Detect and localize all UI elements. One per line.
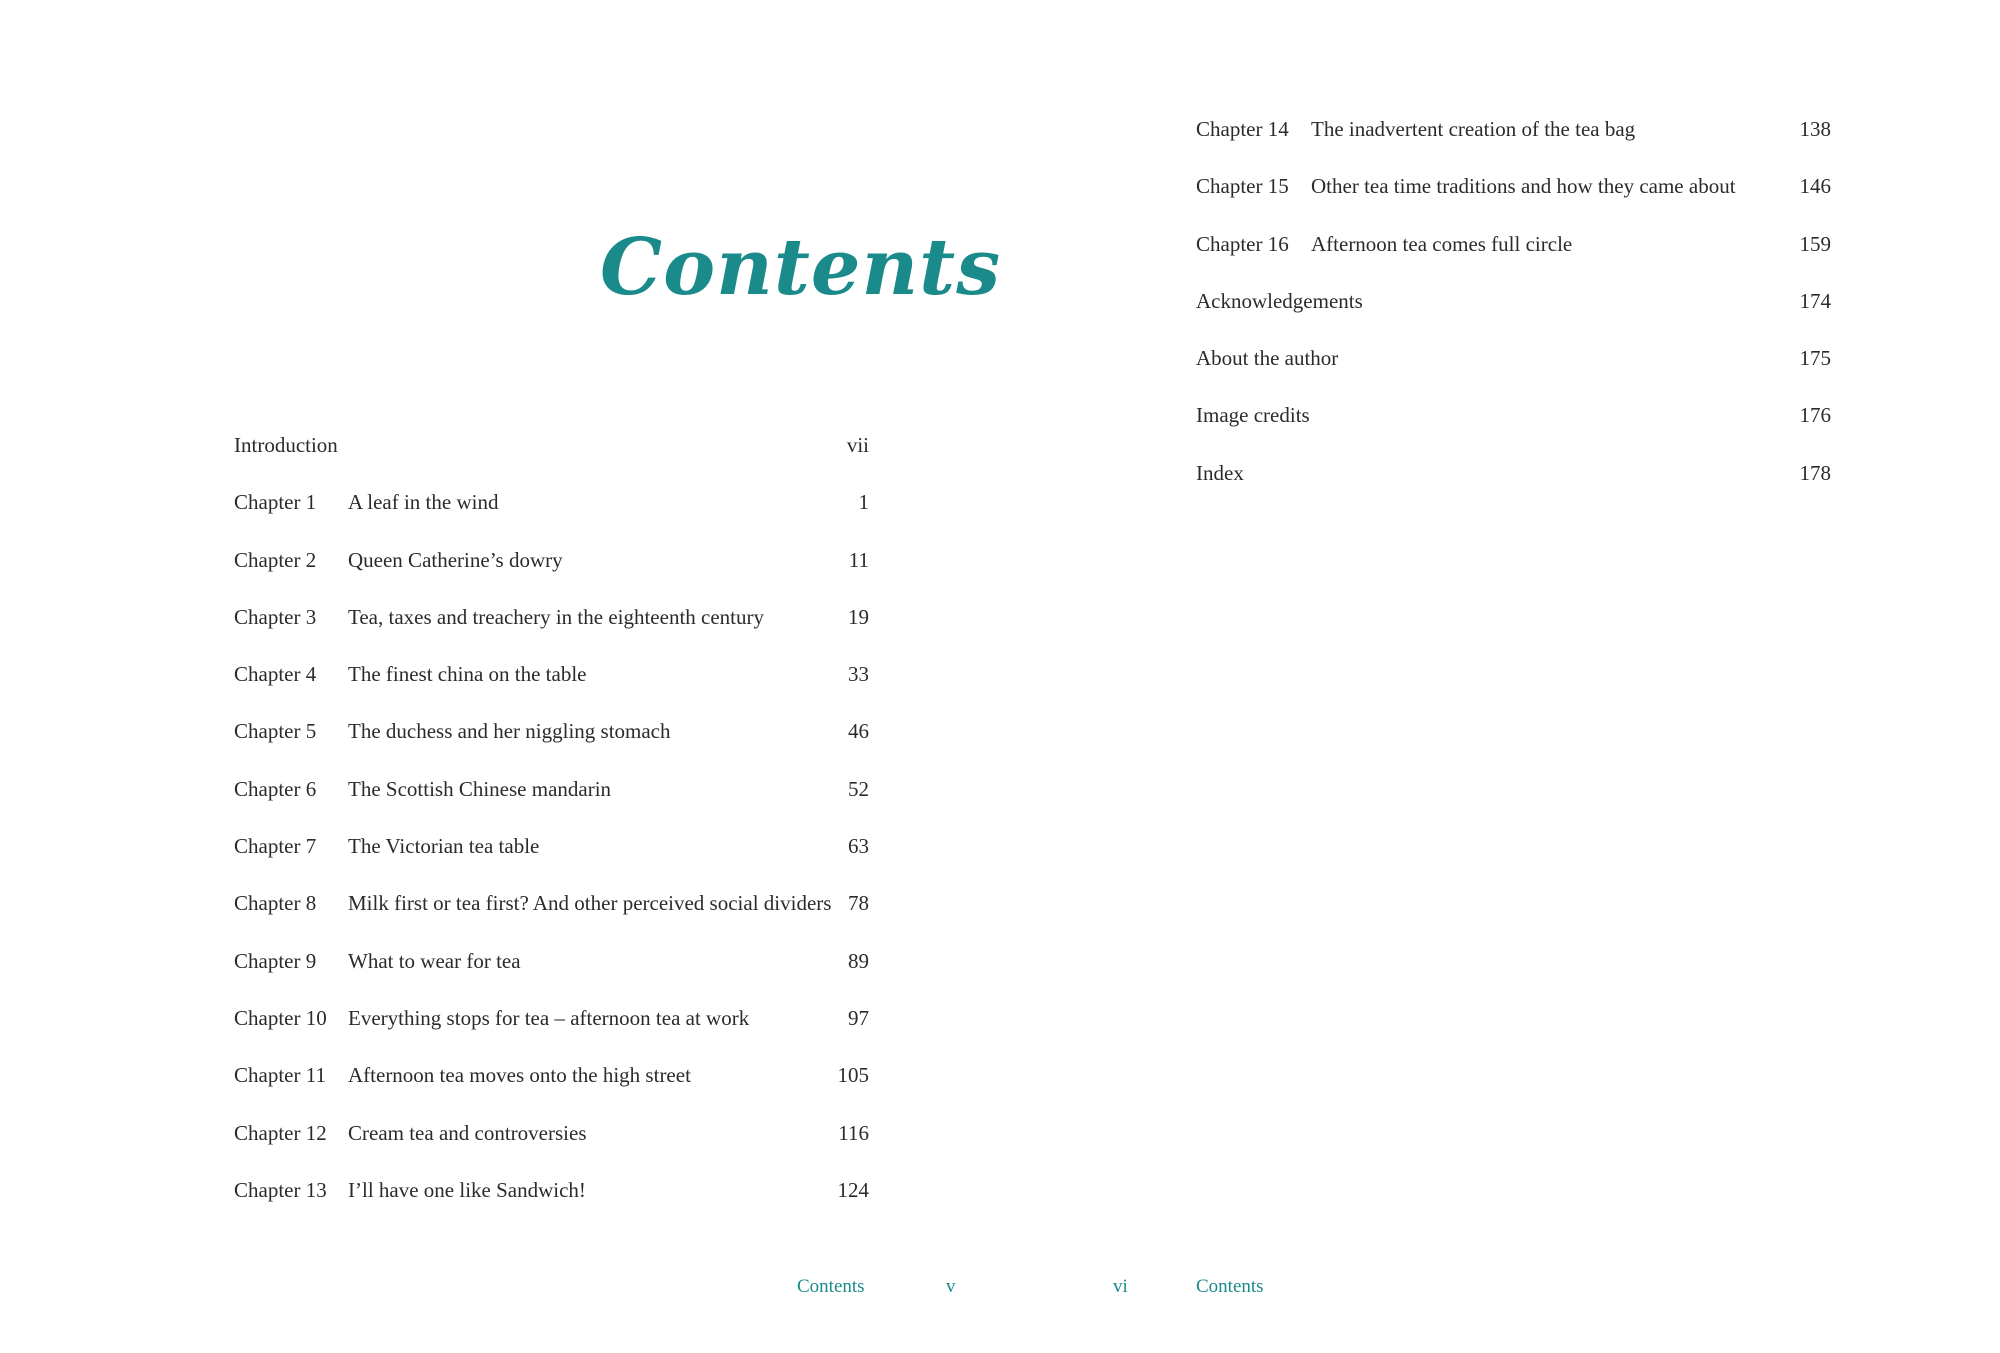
toc-entry-chapter-12[interactable] [234,1120,869,1177]
running-footer-label: Contents [797,1276,865,1297]
toc-entry-page: 176 [1799,403,1831,428]
toc-entry-page: 1 [858,490,869,515]
toc-entry-page: 178 [1799,460,1831,485]
toc-chapter-label: Chapter 11 [234,1063,326,1088]
toc-entry-title: Afternoon tea comes full circle [1311,231,1573,256]
toc-chapter-label: Chapter 1 [234,490,317,515]
toc-chapter-label: Chapter 7 [234,834,317,859]
toc-chapter-label: Chapter 10 [234,1005,327,1030]
toc-entry-page: 175 [1799,346,1831,371]
toc-entry-title: A leaf in the wind [348,490,499,515]
toc-entry-title: Introduction [234,433,338,457]
running-footer-label: Contents [1196,1276,1264,1297]
toc-entry-page: 146 [1799,174,1831,199]
toc-entry-title: The Scottish Chinese mandarin [348,776,612,801]
toc-entry-title: Cream tea and controversies [348,1120,587,1145]
toc-chapter-label: Chapter 3 [234,604,317,629]
toc-entry-acknowledgements[interactable] [1196,288,1831,345]
toc-chapter-label: Chapter 4 [234,662,317,687]
toc-chapter-label: Chapter 6 [234,776,317,801]
toc-list-left [234,432,869,1234]
toc-entry-chapter-1[interactable] [234,489,869,546]
toc-entry-title: Index [1196,460,1244,485]
toc-entry-page: 89 [848,948,869,973]
toc-entry-title: The inadvertent creation of the tea bag [1311,117,1636,141]
toc-chapter-label: Chapter 13 [234,1177,327,1202]
toc-entry-index[interactable] [1196,460,1831,517]
toc-chapter-label: Chapter 12 [234,1120,327,1145]
toc-entry-page: 116 [838,1120,869,1145]
toc-entry-title: Other tea time traditions and how they came about [1311,174,1736,199]
toc-entry-title: I’ll have one like Sandwich! [348,1177,586,1202]
toc-entry-page: 46 [848,719,869,744]
toc-entry-title: The finest china on the table [348,662,587,687]
toc-entry-image-credits[interactable] [1196,402,1831,459]
toc-chapter-label: Chapter 5 [234,719,317,744]
toc-entry-chapter-13[interactable] [234,1177,869,1234]
toc-chapter-label: Chapter 2 [234,547,317,572]
toc-entry-chapter-6[interactable] [234,776,869,833]
toc-entry-page: 97 [848,1005,869,1030]
toc-entry-chapter-11[interactable] [234,1062,869,1119]
toc-entry-title: Image credits [1196,403,1310,428]
toc-entry-title: Acknowledgements [1196,288,1363,313]
toc-entry-chapter-15[interactable] [1196,173,1831,230]
page-number: v [946,1276,956,1297]
page-number: vi [1113,1276,1128,1297]
toc-entry-chapter-2[interactable] [234,547,869,604]
toc-entry-chapter-9[interactable] [234,948,869,1005]
toc-entry-page: vii [846,433,869,457]
toc-entry-title: Queen Catherine’s dowry [348,547,563,572]
toc-entry-chapter-8[interactable] [234,890,869,947]
toc-entry-chapter-16[interactable] [1196,231,1831,288]
toc-entry-chapter-4[interactable] [234,661,869,718]
toc-entry-page: 52 [848,776,869,801]
toc-chapter-label: Chapter 14 [1196,117,1289,141]
toc-chapter-label: Chapter 9 [234,948,317,973]
toc-entry-page: 11 [848,547,869,572]
toc-entry-chapter-14[interactable] [1196,116,1831,173]
toc-chapter-label: Chapter 16 [1196,231,1289,256]
toc-entry-page: 159 [1799,231,1831,256]
toc-chapter-label: Chapter 15 [1196,174,1289,199]
toc-entry-page: 33 [848,662,869,687]
toc-list-right [1196,116,1831,517]
toc-entry-chapter-7[interactable] [234,833,869,890]
toc-entry-title: The duchess and her niggling stomach [348,719,671,744]
toc-entry-title: Milk first or tea first? And other perceived social dividers [348,891,832,916]
right-page [1000,0,2000,1353]
toc-entry-page: 78 [848,891,869,916]
toc-entry-page: 105 [837,1063,869,1088]
toc-entry-title: About the author [1196,346,1339,371]
toc-entry-title: What to wear for tea [348,948,521,973]
toc-entry-chapter-5[interactable] [234,718,869,775]
toc-entry-title: Afternoon tea moves onto the high street [348,1063,691,1088]
toc-entry-page: 63 [848,834,869,859]
toc-entry-introduction[interactable] [234,432,869,489]
contents-title: Contents [600,222,1002,313]
toc-entry-title: Everything stops for tea – afternoon tea at work [348,1005,750,1030]
toc-entry-page: 19 [848,604,869,629]
toc-entry-chapter-3[interactable] [234,604,869,661]
toc-entry-title: The Victorian tea table [348,834,540,859]
toc-entry-page: 174 [1799,288,1831,313]
toc-entry-page: 124 [837,1177,869,1202]
toc-chapter-label: Chapter 8 [234,891,317,916]
toc-entry-chapter-10[interactable] [234,1005,869,1062]
toc-entry-page: 138 [1799,117,1831,141]
toc-entry-about-the-author[interactable] [1196,345,1831,402]
toc-entry-title: Tea, taxes and treachery in the eighteenth century [348,604,765,629]
